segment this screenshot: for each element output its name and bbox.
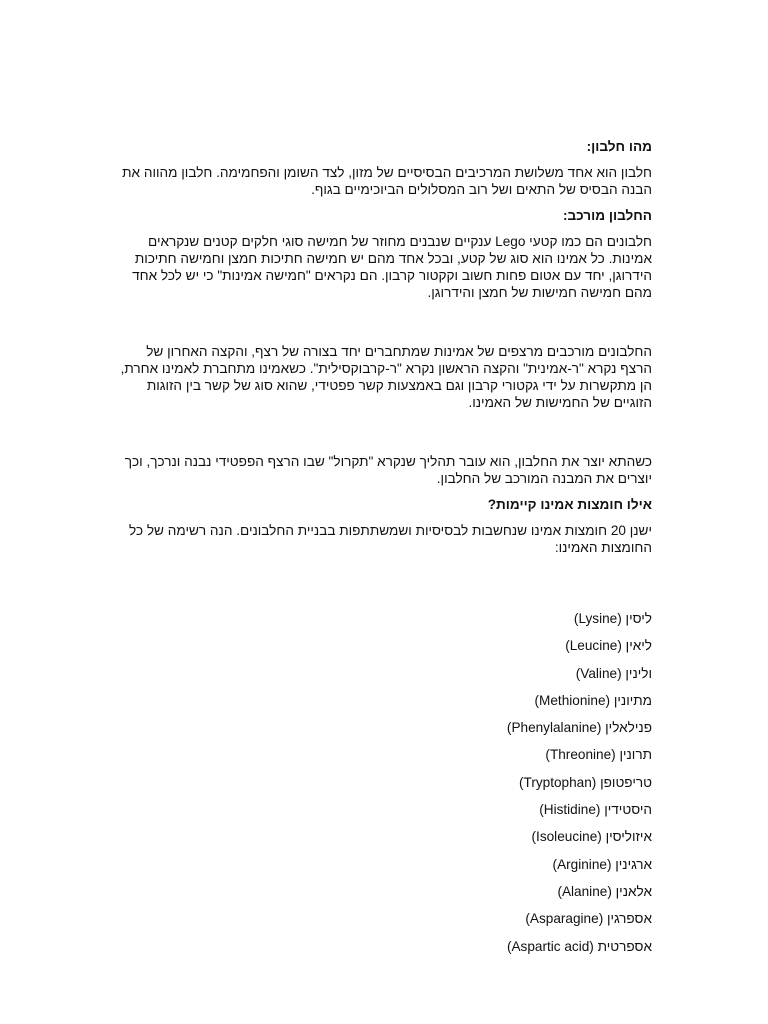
amino-acid-list — [116, 610, 652, 965]
list-item: אספרגין (Asparagine) — [525, 911, 652, 927]
list-item: מתיונין (Methionine) — [534, 692, 652, 708]
heading-what-is-protein: מהו חלבון: — [586, 139, 652, 154]
heading-amino-acids: אילו חומצות אמינו קיימות? — [487, 497, 652, 512]
list-item: היסטידין (Histidine) — [539, 802, 652, 818]
list-item: ארגינין (Arginine) — [552, 856, 652, 872]
paragraph-what-is-protein: חלבון הוא אחד משלושת המרכיבים הבסיסיים של מזון, לצד השומן והפחמימה. חלבון מהווה את הבנה הבסיס של התאים ושל רוב המסלולים הביוכימיים בגוף. — [122, 165, 652, 197]
paragraph-folding: כשהתא יוצר את החלבון, הוא עובר תהליך שנקרא "תקרול" שבו הרצף הפפטידי נבנה ונרכך, וכך יוצרים את המבנה המורכב של החלבון. — [124, 454, 652, 486]
list-item: ליאין (Leucine) — [565, 638, 652, 654]
list-item: ליסין (Lysine) — [573, 611, 652, 626]
list-item: תרונין (Threonine) — [545, 747, 652, 763]
paragraph-amino-intro: ישנן 20 חומצות אמינו שנחשבות לבסיסיות ושמשתתפות בבניית החלבונים. הנה רשימה של כל החומצות האמינו: — [129, 523, 652, 555]
list-item: טריפטופן (Tryptophan) — [518, 774, 652, 790]
heading-complex-protein: החלבון מורכב: — [562, 208, 652, 223]
blank-line — [116, 310, 652, 343]
list-item: פנילאלין (Phenylalanine) — [506, 720, 652, 736]
blank-line — [116, 420, 652, 453]
list-item: אלאנין (Alanine) — [557, 883, 652, 899]
document-body — [116, 138, 652, 965]
paragraph-amino-chains: החלבונים מורכבים מרצפים של אמינות שמתחברים יחד בצורה של רצף, והקצה האחרון של הרצף נקרא "ר-אמינית" והקצה הראשון נקרא "ר-קרבוקסילית". כשאמינו מתחברת לאמינו אחרת, הן מתקשרות על ידי גקטורי קרבון וגם באמצעות קשר פפטידי, שהוא סוג של קשר בין הזוגות הזוגיים של החמישות של האמינו. — [120, 344, 652, 410]
list-item: איזוליסין (Isoleucine) — [531, 829, 652, 845]
paragraph-lego-analogy: חלבונים הם כמו קטעי Lego ענקיים שנבנים מחוזר של חמישה סוגי חלקים קטנים שנקראים אמינות. כל אמינו הוא סוג של קטע, ובכל אחד מהם יש חמישה חתיכות חמצן וחמישה חתיכות הידרוגן, יחד עם אטום פחות חשוב וקקטור קרבון. הם נקראים "חמישה אמינות" כי יש לכל אחד מהם חמישה חמישות של חמצן והידרוגן. — [132, 234, 652, 300]
blank-line — [116, 565, 652, 610]
list-item: ולינין (Valine) — [575, 665, 652, 681]
list-item: אספרטית (Aspartic acid) — [506, 938, 652, 954]
